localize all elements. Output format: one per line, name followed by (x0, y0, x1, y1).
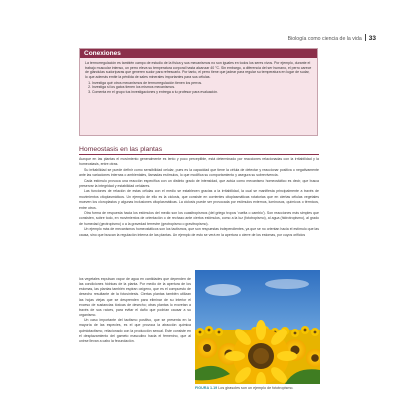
section-rule (79, 154, 319, 155)
paragraph: Su irritabilidad se puede definir como sensibilidad celular, pues es la capacidad que tiene la célula de detectar y reaccionar positiva o negativamente ante las variaciones internas o ambientales, llamadas estímulos, lo que modifica su comportamiento y asegura su sobrevivencia. (79, 167, 319, 178)
connections-title: Conexiones (80, 49, 317, 58)
figure-label: FIGURA 1.19 (195, 386, 218, 390)
header-divider (365, 34, 366, 41)
running-header (240, 34, 376, 42)
connections-body (80, 58, 317, 95)
connections-list (85, 81, 312, 95)
section-title: Homeostasis en las plantas (79, 146, 163, 153)
paragraph: Las funciones de relación de estas células con el medio se establecen gracias a la irritabilidad, la cual se manifiesta principalmente a través de movimientos citoplasmáticos. Un ejemplo de ello es la ciclosis, que consiste en corrientes citoplasmáticas rotatorias que en ciertas células vegetales mueven los cloroplastos y algunas inclusiones citoplasmáticas. La ciclosis puede ser provocada por estímulos externos, luminosos, químicos o térmicos, entre otros. (79, 189, 319, 210)
running-title: Biología como ciencia de la vida (287, 36, 362, 42)
paragraph: Un caso importante del tactismo positivo, que se presenta en la mayoría de las especies, es el que provoca la atracción química quimiotactismo, relacionado con la producción sexual. Este consiste en el desplazamiento del gameto masculino hacia el femenino, que al unirse llevan a cabo la fecundación. (79, 318, 191, 343)
connections-item: 2. Investiga si los gatos tienen los mismos mecanismos. (92, 85, 312, 90)
paragraph: Otra forma de respuesta hacia los estímulos del medio son los cuasitropismos (del griego tropos 'vuelta o cambio'). Son reacciones más simples que consisten, sobre todo, en movimientos de orientación o de rechazo ante ciertos estímulos, como a la luz (fototropismo), al agua (hidrotropismo), al grado de humedad (geotropismo) o a la gravedad terrestre (geotropismo o gravitropismo). (79, 211, 319, 226)
figure-caption (195, 386, 325, 390)
connections-item: 3. Comenta en el grupo tus investigaciones y entrega a tu profesor para evaluación. (92, 90, 312, 95)
connections-box (79, 48, 318, 136)
connections-intro: La termorregulación es también campo de estudio de la física y sus mecanismos no son iguales en todos los seres vivos. Por ejemplo, durante el trabajo muscular intenso, un perro eleva su temperatura corporal hasta alcanzar 40 °C. Sin embargo, a diferencia del ser humano, el perro carece de glándulas sudoríparas que generen sudor para refrescarlo. Por tanto, el perro tiene que jadear para regular su temperatura en lugar de sudar, lo que además emite la pérdida de sales minerales importantes para sus células. (85, 61, 312, 79)
section-body-column (79, 277, 191, 344)
sunflower-photo (195, 270, 320, 384)
paragraph: Un ejemplo más de mecanismos homeostáticos son los tactismos, que son respuestas independientes, ya que se no orientan hacia el estímulo que las causa, sino que buscan la regulación interna de las plantas. Un ejemplo de esto se verá en la apertura o cierre de los estomas, por cuyos orificios (79, 227, 319, 237)
connections-item: 1. Investiga qué otros mecanismos de termorregulación tienen los perros. (92, 81, 312, 86)
section-body (79, 157, 319, 238)
sunflower-illustration (195, 270, 320, 384)
paragraph: Aunque en las plantas el movimiento generalmente es lento y poco perceptible, está determinado por reacciones relacionadas con la irritabilidad y la homeostasis, entre otras. (79, 157, 319, 167)
paragraph: Cada estímulo provoca una reacción específica con un distinto grado de intensidad, que actúa como mecanismo homeostático es decir, que busca preservar la integridad y estabilidad celulares. (79, 178, 319, 189)
paragraph: los vegetales expulsan vapor de agua en cantidades que dependen de las condiciones hídricas de la planta. Por medio de la apertura de los estomas, las plantas también espiran oxígeno, que es el compuesto de desecho resultante de la fotosíntesis. Ciertas plantas también utilizan las hojas viejas que se desprenden para eliminar de su interior el exceso de sustancias tóxicas de desecho; otras plantas lo excretan a través de sus raíces, para evitar el daño que podrían causar a su organismo. (79, 277, 191, 318)
figure-caption-text: Los girasoles son un ejemplo de fototropismo. (218, 386, 294, 390)
page-number: 33 (368, 35, 376, 42)
